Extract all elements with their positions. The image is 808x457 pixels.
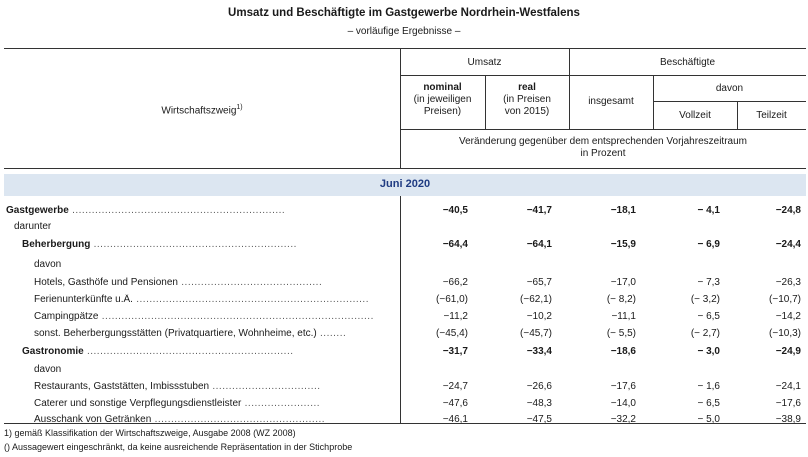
cell-value: −17,6 [775,398,801,409]
row-label [34,259,61,270]
row-label [34,364,61,375]
cell-value: (− 3,2) [690,294,720,305]
header-nominal [400,82,485,118]
header-veraenderung-line1: Veränderung gegenüber dem entsprechenden Vorjahreszeitraum [459,136,747,147]
table-row [0,257,808,274]
cell-value: − 6,5 [697,398,720,409]
cell-value: −46,1 [442,414,468,425]
cell-value: −32,2 [610,414,636,425]
row-label-text: davon [34,364,62,375]
leader-dots: ........................................... [177,277,323,288]
period-band [4,174,806,196]
cell-value: −24,1 [775,381,801,392]
header-veraenderung [400,136,806,160]
cell-value: (− 5,5) [606,328,636,339]
row-label [14,221,51,232]
row-label-text: Gastgewerbe [6,205,69,216]
header-sub-rule-1 [400,75,806,76]
cell-value: − 1,6 [697,381,720,392]
row-label [34,294,369,305]
table-row [0,237,808,254]
header-nominal-sub1: (in jeweiligen [413,94,472,105]
leader-dots: .................................................... [151,414,326,425]
cell-value: −47,5 [526,414,552,425]
cell-value: −17,0 [610,277,636,288]
cell-value: − 4,1 [697,205,720,216]
cell-value: (−10,3) [769,328,801,339]
row-label-text: Ausschank von Getränken [34,414,152,425]
cell-value: −64,1 [526,239,552,250]
table-row [0,292,808,309]
cell-value: (− 8,2) [606,294,636,305]
body-divider [400,196,401,423]
header-nominal-label: nominal [423,82,462,93]
header-beschaeftigte: Beschäftigte [659,57,716,68]
cell-value: −65,7 [526,277,552,288]
cell-value: −24,9 [775,346,801,357]
row-label-text: Restaurants, Gaststätten, Imbissstuben [34,381,210,392]
cell-value: (−45,4) [436,328,468,339]
header-vollzeit: Vollzeit [679,110,711,121]
cell-value: − 6,9 [697,239,720,250]
row-label-text: davon [34,259,62,270]
table-row [0,362,808,379]
row-label-text: Ferienunterkünfte u.Ä. [34,294,133,305]
row-label [34,398,320,409]
header-teilzeit: Teilzeit [756,110,787,121]
header-top-rule [4,48,806,49]
cell-value: − 6,5 [697,311,720,322]
cell-value: −48,3 [526,398,552,409]
cell-value: −14,0 [610,398,636,409]
cell-value: − 5,0 [697,414,720,425]
row-label [22,239,297,250]
row-label [34,311,374,322]
cell-value: −17,6 [610,381,636,392]
cell-value: (−10,7) [769,294,801,305]
footnote-marker: 1) [236,104,243,111]
header-sub-rule-3 [400,129,806,130]
header-umsatz: Umsatz [467,57,502,68]
header-veraenderung-line2: in Prozent [580,148,626,159]
row-label-text: sonst. Beherbergungsstätten (Privatquartiere, Wohnheime, etc.) [34,328,317,339]
row-label [22,346,294,357]
leader-dots: ........ [316,328,347,339]
table-row [0,412,808,429]
header-insgesamt: insgesamt [588,96,634,107]
row-label-text: Hotels, Gasthöfe und Pensionen [34,277,178,288]
header-real [485,82,569,118]
cell-value: − 3,0 [697,346,720,357]
cell-value: −26,3 [775,277,801,288]
table-row [0,344,808,361]
header-wirtschaftszweig-label: Wirtschaftszweig [161,105,237,117]
cell-value: −26,6 [526,381,552,392]
cell-value: −33,4 [526,346,552,357]
leader-dots: ....................................................................... [132,294,369,305]
row-label-text: Beherbergung [22,239,91,250]
cell-value: −47,6 [442,398,468,409]
footnote-1: 1) gemäß Klassifikation der Wirtschaftszweige, Ausgabe 2008 (WZ 2008) [4,428,296,438]
table-row [0,203,808,220]
row-label-text: Campingpätze [34,311,99,322]
header-real-label: real [518,82,536,93]
table-row [0,309,808,326]
table-row [0,219,808,236]
row-label [6,205,285,216]
cell-value: −24,4 [775,239,801,250]
row-label-text: Caterer und sonstige Verpflegungsdienstleister [34,398,242,409]
row-label [34,328,346,339]
row-label-text: Gastronomie [22,346,84,357]
row-label [34,277,322,288]
period-label: Juni 2020 [379,178,431,190]
leader-dots: ............................................................... [83,346,294,357]
cell-value: −10,2 [526,311,552,322]
cell-value: − 7,3 [697,277,720,288]
leader-dots: ....................... [241,398,321,409]
cell-value: (−62,1) [520,294,552,305]
cell-value: −24,8 [775,205,801,216]
header-bottom-rule [4,168,806,169]
cell-value: −18,1 [610,205,636,216]
cell-value: −18,6 [610,346,636,357]
cell-value: −40,5 [442,205,468,216]
body-bottom-rule [4,423,806,424]
header-real-sub2: von 2015) [504,106,550,117]
header-davon: davon [715,83,744,94]
header-wirtschaftszweig [4,102,400,117]
cell-value: −41,7 [526,205,552,216]
header-sub-rule-2 [653,101,806,102]
cell-value: −38,9 [775,414,801,425]
cell-value: (− 2,7) [690,328,720,339]
leader-dots: ................................. [209,381,321,392]
leader-dots: .............................................................. [90,239,297,250]
cell-value: −11,1 [611,311,636,322]
table-row [0,396,808,413]
table-subtitle: – vorläufige Ergebnisse – [347,26,461,37]
row-label-text: darunter [14,221,52,232]
cell-value: (−45,7) [520,328,552,339]
cell-value: −66,2 [442,277,468,288]
cell-value: −14,2 [775,311,801,322]
cell-value: −15,9 [610,239,636,250]
table-row [0,326,808,343]
cell-value: (−61,0) [436,294,468,305]
cell-value: −24,7 [442,381,468,392]
table-title: Umsatz und Beschäftigte im Gastgewerbe Nordrhein-Westfalens [228,7,580,19]
table-row [0,275,808,292]
leader-dots: ................................................................. [68,205,286,216]
leader-dots: ................................................................................... [98,311,374,322]
header-real-sub1: (in Preisen [503,94,551,105]
cell-value: −31,7 [442,346,468,357]
footnote-2: () Aussagewert eingeschränkt, da keine ausreichende Repräsentation in der Stichprobe [4,442,353,452]
cell-value: −64,4 [442,239,468,250]
table-row [0,379,808,396]
row-label [34,381,321,392]
header-nominal-sub2: Preisen) [423,106,462,117]
cell-value: −11,2 [443,311,468,322]
